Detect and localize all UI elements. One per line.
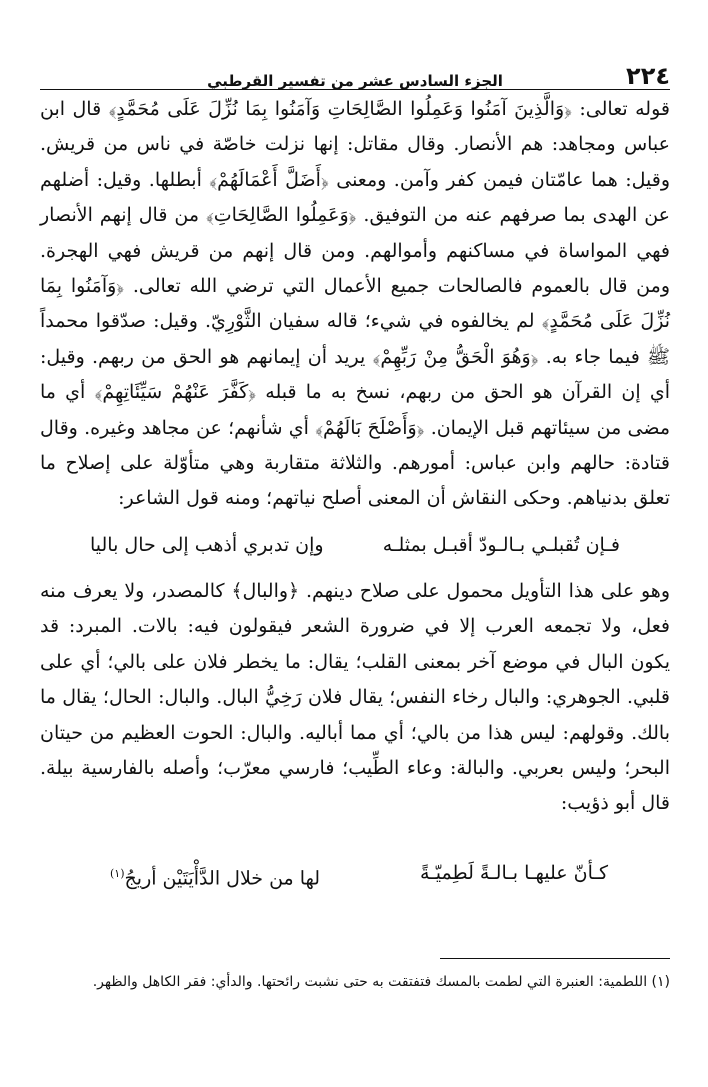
verse-second-hemistich xyxy=(110,856,320,896)
main-text-block xyxy=(40,92,670,517)
commentary-paragraph: قوله تعالى: ﴿وَالَّذِينَ آمَنُوا وَعَمِلُوا الصَّالِحَاتِ وَآمَنُوا بِمَا نُزِّلَ عَلَى مُحَمَّدٍ﴾ قال ابن عباس ومجاهد: هم الأنصار. وقال مقاتل: إنها نزلت خاصّة في ناس من قريش. وقيل: هما عامّتان فيمن كفر وآمن. ومعنى ﴿أَضَلَّ أَعْمَالَهُمْ﴾ أبطلها. وقيل: أضلهم عن الهدى بما صرفهم عنه من التوفيق. ﴿وَعَمِلُوا الصَّالِحَاتِ﴾ من قال إنهم الأنصار فهي المواساة في مساكنهم وأموالهم. ومن قال إنهم من قريش فهي الهجرة. ومن قال بالعموم فالصالحات جميع الأعمال التي ترضي الله تعالى. ﴿وَآمَنُوا بِمَا نُزِّلَ عَلَى مُحَمَّدٍ﴾ لم يخالفوه في شيء؛ قاله سفيان الثَّوْرِيّ. وقيل: صدّقوا محمداً ﷺ فيما جاء به. ﴿وَهُوَ الْحَقُّ مِنْ رَبِّهِمْ﴾ يريد أن إيمانهم هو الحق من ربهم. وقيل: أي إن القرآن هو الحق من ربهم، نسخ به ما قبله ﴿كَفَّرَ عَنْهُمْ سَيِّئَاتِهِمْ﴾ أي ما مضى من سيئاتهم قبل الإيمان. ﴿وَأَصْلَحَ بَالَهُمْ﴾ أي شأنهم؛ عن مجاهد وغيره. وقال قتادة: حالهم وابن عباس: أمورهم. والثلاثة متقاربة وهي متأوّلة على إصلاح ما تعلق بدنياهم. وحكى النقاش أن المعنى أصلح نياتهم؛ ومنه قول الشاعر: xyxy=(40,98,670,510)
running-title: الجزء السادس عشر من تفسير القرطبي xyxy=(207,72,503,90)
commentary-paragraph: وهو على هذا التأويل محمول على صلاح دينهم. ﴿والبال﴾ كالمصدر، ولا يعرف منه فعل، ولا تجمعه العرب إلا في ضرورة الشعر فيقولون فيه: بالات. المبرد: قد يكون البال في موضع آخر بمعنى القلب؛ يقال: ما يخطر فلان على بالي؛ أي على قلبي. الجوهري: والبال رخاء النفس؛ يقال فلان رَخِيُّ البال. والبال: الحال؛ يقال ما بالك. وقولهم: ليس هذا من بالي؛ أي مما أباليه. والبال: الحوت العظيم من حيتان البحر؛ وليس بعربي. والبالة: وعاء الطِّيب؛ فارسي معرّب؛ وأصله بالفارسية بيلة. قال أبو ذؤيب: xyxy=(40,580,670,815)
footnote: (١) اللطمية: العنبرة التي لطمت بالمسك فتفتقت به حتى نشبت رائحتها. والدأي: فقر الكاهل والظهر. xyxy=(92,974,670,990)
footnote-marker: (١) xyxy=(110,867,125,880)
verse-second-hemistich-text: لها من خلال الدَّأْيَتَيْن أريجُ xyxy=(124,867,321,890)
page-number: ٢٢٤ xyxy=(626,62,670,90)
verse-first-hemistich: كـأنّ عليهـا بـالـةً لَطِميّـةً xyxy=(420,862,608,884)
header-divider xyxy=(40,89,670,90)
footnote-divider xyxy=(440,958,670,959)
main-text-block-continued xyxy=(40,574,670,822)
verse-second-hemistich: وإن تدبري أذهب إلى حال باليا xyxy=(90,534,324,556)
page-header xyxy=(40,54,670,94)
poetry-verse xyxy=(110,856,608,896)
verse-first-hemistich: فـإن تُقبلـي بـالـودّ أقبـل بمثلـه xyxy=(382,534,620,556)
poetry-verse xyxy=(90,528,620,563)
